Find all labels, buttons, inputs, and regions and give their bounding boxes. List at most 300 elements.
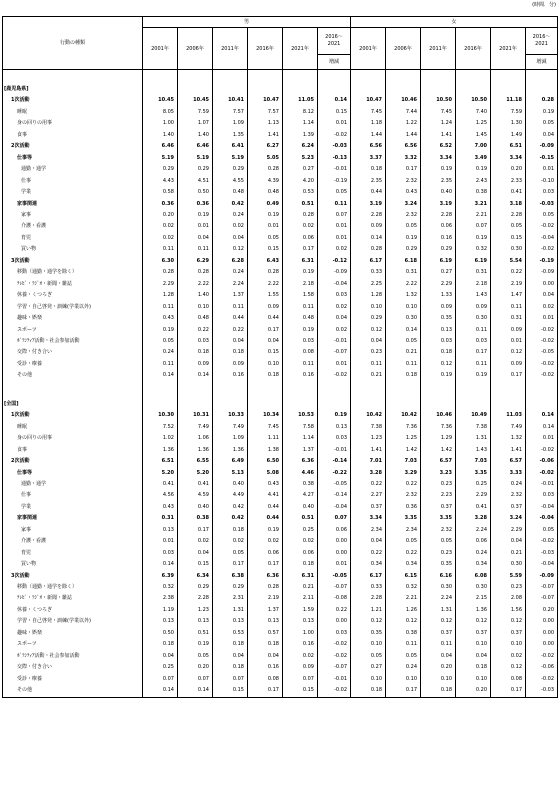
- male-change-cell: 0.01: [318, 359, 351, 370]
- empty-cell: [421, 399, 456, 410]
- male-value-cell: 1.00: [283, 628, 318, 639]
- male-value-cell: 0.14: [178, 370, 213, 381]
- female-change-cell: -0.03: [526, 548, 558, 559]
- female-value-cell: 0.29: [351, 313, 386, 324]
- female-value-cell: 2.32: [386, 210, 421, 221]
- female-change-cell: -0.02: [526, 221, 558, 232]
- female-value-cell: 3.28: [456, 513, 491, 524]
- table-header: [3, 17, 558, 70]
- activity-label: スポーツ: [3, 639, 143, 650]
- table-row: [3, 651, 558, 662]
- male-value-cell: 0.16: [213, 370, 248, 381]
- female-value-cell: 2.34: [386, 525, 421, 536]
- male-change-cell: 0.02: [318, 244, 351, 255]
- male-value-cell: 6.28: [213, 256, 248, 267]
- spacer-row: [3, 382, 558, 399]
- male-value-cell: 0.28: [248, 164, 283, 175]
- section-title-row: [3, 399, 558, 410]
- female-value-cell: 11.18: [491, 95, 526, 106]
- table-row: [3, 95, 558, 106]
- activity-label: ﾎﾞﾗﾝﾃｨｱ活動・社会参加活動: [3, 651, 143, 662]
- male-change-cell: 0.14: [318, 95, 351, 106]
- male-value-cell: 0.44: [248, 502, 283, 513]
- male-value-cell: 0.28: [248, 267, 283, 278]
- male-value-cell: 0.04: [178, 233, 213, 244]
- male-value-cell: 0.01: [248, 221, 283, 232]
- female-value-cell: 0.09: [421, 302, 456, 313]
- activity-label: 食事: [3, 130, 143, 141]
- male-value-cell: 0.11: [283, 302, 318, 313]
- table-row: [3, 199, 558, 210]
- activity-label: 通勤・通学: [3, 479, 143, 490]
- female-value-cell: 3.35: [456, 468, 491, 479]
- female-value-cell: 1.28: [351, 290, 386, 301]
- female-value-cell: 0.34: [386, 559, 421, 570]
- female-value-cell: 6.08: [456, 571, 491, 582]
- empty-cell: [421, 84, 456, 95]
- female-value-cell: 0.30: [491, 244, 526, 255]
- male-change-cell: 0.00: [318, 536, 351, 547]
- table-row: [3, 582, 558, 593]
- male-value-cell: 5.13: [213, 468, 248, 479]
- female-change-cell: -0.10: [526, 176, 558, 187]
- female-value-cell: 0.12: [351, 325, 386, 336]
- male-value-cell: 0.29: [143, 164, 178, 175]
- female-value-cell: 2.28: [491, 210, 526, 221]
- spacer-cell: [143, 70, 178, 85]
- male-value-cell: 0.29: [213, 582, 248, 593]
- male-value-cell: 11.05: [283, 95, 318, 106]
- female-value-cell: 0.31: [491, 313, 526, 324]
- male-value-cell: 1.59: [283, 605, 318, 616]
- male-change-cell: 0.01: [318, 559, 351, 570]
- male-value-cell: 8.12: [283, 107, 318, 118]
- male-value-cell: 0.41: [178, 479, 213, 490]
- female-value-cell: 1.47: [491, 290, 526, 301]
- female-change-cell: -0.03: [526, 685, 558, 697]
- female-value-cell: 1.25: [386, 433, 421, 444]
- female-value-cell: 1.32: [491, 433, 526, 444]
- female-value-cell: 2.27: [351, 490, 386, 501]
- female-value-cell: 7.03: [386, 456, 421, 467]
- female-value-cell: 3.19: [421, 199, 456, 210]
- female-value-cell: 0.17: [456, 347, 491, 358]
- male-value-cell: 10.41: [213, 95, 248, 106]
- female-value-cell: 0.09: [491, 359, 526, 370]
- female-value-cell: 0.30: [456, 582, 491, 593]
- female-value-cell: 0.29: [386, 244, 421, 255]
- male-value-cell: 1.36: [178, 445, 213, 456]
- male-value-cell: 0.03: [143, 548, 178, 559]
- female-value-cell: 0.21: [351, 370, 386, 381]
- empty-cell: [248, 399, 283, 410]
- male-value-cell: 2.11: [283, 593, 318, 604]
- male-value-cell: 0.36: [143, 199, 178, 210]
- male-value-cell: 0.11: [143, 359, 178, 370]
- male-value-cell: 1.00: [143, 118, 178, 129]
- female-value-cell: 0.34: [456, 559, 491, 570]
- spacer-cell: [351, 70, 386, 85]
- spacer-row: [3, 70, 558, 85]
- male-value-cell: 6.46: [178, 141, 213, 152]
- table-row: [3, 502, 558, 513]
- female-change-cell: -0.01: [526, 479, 558, 490]
- activity-label: 受診・療養: [3, 359, 143, 370]
- female-value-cell: 3.24: [386, 199, 421, 210]
- empty-cell: [456, 84, 491, 95]
- male-change-cell: -0.02: [318, 130, 351, 141]
- male-value-cell: 0.28: [143, 267, 178, 278]
- male-value-cell: 0.18: [178, 347, 213, 358]
- female-value-cell: 7.44: [386, 107, 421, 118]
- male-value-cell: 7.49: [213, 422, 248, 433]
- female-value-cell: 3.34: [491, 153, 526, 164]
- activity-label: 休養・くつろぎ: [3, 290, 143, 301]
- female-value-cell: 2.24: [421, 593, 456, 604]
- female-value-cell: 1.36: [456, 605, 491, 616]
- male-value-cell: 1.35: [213, 130, 248, 141]
- female-value-cell: 0.10: [456, 674, 491, 685]
- male-value-cell: 0.44: [213, 313, 248, 324]
- female-value-cell: 0.03: [456, 336, 491, 347]
- female-value-cell: 3.21: [456, 199, 491, 210]
- female-value-cell: 0.24: [456, 548, 491, 559]
- male-change-cell: -0.04: [318, 502, 351, 513]
- male-value-cell: 0.13: [143, 616, 178, 627]
- female-value-cell: 0.17: [491, 685, 526, 697]
- female-value-cell: 0.18: [421, 347, 456, 358]
- female-change-cell: 0.00: [526, 628, 558, 639]
- male-value-cell: 0.19: [143, 325, 178, 336]
- female-value-cell: 0.01: [491, 336, 526, 347]
- male-value-cell: 2.38: [143, 593, 178, 604]
- male-value-cell: 0.06: [283, 233, 318, 244]
- male-value-cell: 1.36: [143, 445, 178, 456]
- female-change-cell: -0.07: [526, 582, 558, 593]
- male-value-cell: 0.04: [213, 336, 248, 347]
- female-value-cell: 0.18: [351, 685, 386, 697]
- male-value-cell: 0.57: [248, 628, 283, 639]
- activity-label: スポーツ: [3, 325, 143, 336]
- female-value-cell: 0.24: [386, 662, 421, 673]
- male-value-cell: 0.16: [248, 662, 283, 673]
- female-value-cell: 7.01: [351, 456, 386, 467]
- table-row: [3, 187, 558, 198]
- spacer-cell: [491, 70, 526, 85]
- female-value-cell: 2.23: [421, 490, 456, 501]
- male-value-cell: 0.08: [248, 674, 283, 685]
- female-change-cell: -0.06: [526, 456, 558, 467]
- activity-label: 2次活動: [3, 456, 143, 467]
- female-value-cell: 0.10: [351, 302, 386, 313]
- empty-cell: [491, 399, 526, 410]
- male-change-cell: 0.04: [318, 313, 351, 324]
- male-value-cell: 4.59: [178, 490, 213, 501]
- female-value-cell: 0.10: [421, 674, 456, 685]
- female-value-cell: 3.29: [386, 468, 421, 479]
- table-row: [3, 616, 558, 627]
- male-value-cell: 1.31: [213, 605, 248, 616]
- female-value-cell: 0.14: [351, 233, 386, 244]
- male-value-cell: 10.30: [143, 410, 178, 421]
- male-value-cell: 0.43: [248, 479, 283, 490]
- male-value-cell: 5.05: [248, 153, 283, 164]
- male-value-cell: 10.47: [248, 95, 283, 106]
- female-value-cell: 2.08: [491, 593, 526, 604]
- female-change-cell: -0.07: [526, 593, 558, 604]
- male-value-cell: 6.36: [248, 571, 283, 582]
- female-value-cell: 0.11: [491, 302, 526, 313]
- female-value-cell: 0.30: [386, 313, 421, 324]
- female-value-cell: 0.11: [456, 359, 491, 370]
- female-value-cell: 10.46: [386, 95, 421, 106]
- table-row: [3, 571, 558, 582]
- female-value-cell: 0.31: [386, 267, 421, 278]
- female-value-cell: 0.05: [386, 336, 421, 347]
- male-change-cell: -0.07: [318, 347, 351, 358]
- male-change-cell: -0.01: [318, 336, 351, 347]
- female-value-cell: 0.04: [351, 336, 386, 347]
- female-value-cell: 3.19: [351, 199, 386, 210]
- female-value-cell: 0.28: [351, 244, 386, 255]
- male-value-cell: 1.37: [213, 290, 248, 301]
- male-value-cell: 0.19: [283, 267, 318, 278]
- male-value-cell: 1.14: [283, 433, 318, 444]
- female-value-cell: 0.19: [421, 370, 456, 381]
- female-value-cell: 7.38: [456, 422, 491, 433]
- male-value-cell: 0.05: [178, 651, 213, 662]
- female-value-cell: 1.22: [386, 118, 421, 129]
- female-value-cell: 0.10: [456, 639, 491, 650]
- male-value-cell: 0.19: [178, 210, 213, 221]
- male-change-cell: -0.03: [318, 141, 351, 152]
- male-value-cell: 4.41: [248, 490, 283, 501]
- table-row: [3, 456, 558, 467]
- female-value-cell: 3.18: [491, 199, 526, 210]
- male-value-cell: 0.38: [178, 513, 213, 524]
- male-value-cell: 0.05: [248, 233, 283, 244]
- female-value-cell: 0.22: [386, 548, 421, 559]
- spacer-cell: [491, 382, 526, 399]
- male-value-cell: 1.37: [283, 445, 318, 456]
- female-value-cell: 0.10: [386, 302, 421, 313]
- spacer-cell: [248, 382, 283, 399]
- female-value-cell: 0.11: [386, 359, 421, 370]
- male-value-cell: 0.03: [283, 336, 318, 347]
- female-value-cell: 6.15: [386, 571, 421, 582]
- male-value-cell: 7.57: [248, 107, 283, 118]
- male-value-cell: 0.07: [283, 674, 318, 685]
- male-value-cell: 0.08: [283, 347, 318, 358]
- year-header: 2021年: [491, 28, 526, 70]
- empty-cell: [318, 84, 351, 95]
- male-value-cell: 0.02: [213, 536, 248, 547]
- female-value-cell: 0.10: [386, 674, 421, 685]
- table-row: [3, 244, 558, 255]
- year-header: 2021年: [283, 28, 318, 70]
- activity-label: 家事: [3, 210, 143, 221]
- male-value-cell: 0.40: [213, 479, 248, 490]
- activity-label: 食事: [3, 445, 143, 456]
- female-value-cell: 0.13: [421, 325, 456, 336]
- female-change-cell: 0.00: [526, 616, 558, 627]
- female-value-cell: 0.27: [421, 267, 456, 278]
- female-value-cell: 0.18: [386, 370, 421, 381]
- male-value-cell: 0.51: [283, 513, 318, 524]
- activity-label: 受診・療養: [3, 674, 143, 685]
- spacer-cell: [283, 70, 318, 85]
- male-value-cell: 0.10: [248, 359, 283, 370]
- activity-label: ﾎﾞﾗﾝﾃｨｱ活動・社会参加活動: [3, 336, 143, 347]
- female-value-cell: 0.19: [386, 233, 421, 244]
- male-value-cell: 1.07: [178, 118, 213, 129]
- male-value-cell: 0.02: [248, 536, 283, 547]
- female-value-cell: 6.16: [421, 571, 456, 582]
- male-value-cell: 5.19: [213, 153, 248, 164]
- female-value-cell: 2.32: [421, 525, 456, 536]
- female-value-cell: 2.34: [351, 525, 386, 536]
- table-row: [3, 118, 558, 129]
- female-value-cell: 0.06: [421, 221, 456, 232]
- activity-label: 学習・自己啓発・訓練(学業以外): [3, 302, 143, 313]
- table-row: [3, 290, 558, 301]
- female-value-cell: 0.37: [491, 628, 526, 639]
- male-value-cell: 0.09: [283, 662, 318, 673]
- female-value-cell: 0.06: [456, 536, 491, 547]
- table-row: [3, 279, 558, 290]
- male-value-cell: 0.16: [283, 370, 318, 381]
- male-change-cell: 0.11: [318, 199, 351, 210]
- male-value-cell: 4.49: [213, 490, 248, 501]
- male-value-cell: 0.16: [283, 639, 318, 650]
- female-value-cell: 1.43: [456, 445, 491, 456]
- male-value-cell: 0.15: [283, 685, 318, 697]
- empty-cell: [491, 84, 526, 95]
- female-change-cell: -0.06: [526, 662, 558, 673]
- male-value-cell: 0.19: [248, 210, 283, 221]
- year-header: 2001年: [143, 28, 178, 70]
- table-row: [3, 674, 558, 685]
- female-value-cell: 1.31: [456, 433, 491, 444]
- male-value-cell: 0.18: [213, 347, 248, 358]
- female-change-cell: -0.02: [526, 244, 558, 255]
- female-value-cell: 2.15: [456, 593, 491, 604]
- female-value-cell: 2.29: [456, 490, 491, 501]
- change-range-header: 2016～ 2021: [318, 28, 351, 55]
- male-value-cell: 10.34: [248, 410, 283, 421]
- female-value-cell: 0.43: [386, 187, 421, 198]
- male-value-cell: 0.28: [283, 210, 318, 221]
- male-value-cell: 6.27: [248, 141, 283, 152]
- activity-label: 3次活動: [3, 256, 143, 267]
- female-value-cell: 7.38: [351, 422, 386, 433]
- female-value-cell: 0.37: [351, 502, 386, 513]
- table-row: [3, 130, 558, 141]
- male-value-cell: 0.11: [213, 302, 248, 313]
- male-value-cell: 6.55: [178, 456, 213, 467]
- female-value-cell: 1.32: [386, 290, 421, 301]
- activity-label: 買い物: [3, 244, 143, 255]
- male-value-cell: 2.28: [178, 593, 213, 604]
- year-header: 2011年: [213, 28, 248, 70]
- male-value-cell: 5.20: [178, 468, 213, 479]
- empty-cell: [213, 399, 248, 410]
- female-value-cell: 0.14: [386, 325, 421, 336]
- male-value-cell: 10.45: [178, 95, 213, 106]
- female-value-cell: 0.12: [351, 616, 386, 627]
- female-value-cell: 0.07: [456, 221, 491, 232]
- male-value-cell: 1.09: [213, 433, 248, 444]
- table-row: [3, 221, 558, 232]
- female-value-cell: 3.24: [491, 513, 526, 524]
- female-value-cell: 3.35: [421, 513, 456, 524]
- female-value-cell: 2.25: [351, 279, 386, 290]
- male-value-cell: 0.48: [283, 313, 318, 324]
- male-value-cell: 0.32: [143, 582, 178, 593]
- female-value-cell: 7.45: [421, 107, 456, 118]
- male-value-cell: 10.53: [283, 410, 318, 421]
- female-value-cell: 6.19: [421, 256, 456, 267]
- female-value-cell: 2.21: [386, 593, 421, 604]
- female-value-cell: 0.20: [456, 685, 491, 697]
- male-value-cell: 1.40: [178, 130, 213, 141]
- male-value-cell: 6.24: [283, 141, 318, 152]
- male-value-cell: 0.18: [283, 559, 318, 570]
- activity-label: 睡眠: [3, 422, 143, 433]
- activity-label: 仕事: [3, 490, 143, 501]
- male-value-cell: 0.25: [283, 525, 318, 536]
- female-value-cell: 0.29: [421, 244, 456, 255]
- male-value-cell: 0.04: [213, 233, 248, 244]
- female-change-cell: -0.03: [526, 199, 558, 210]
- female-value-cell: 2.35: [351, 176, 386, 187]
- spacer-cell: [421, 70, 456, 85]
- male-value-cell: 1.14: [283, 118, 318, 129]
- male-value-cell: 0.11: [143, 244, 178, 255]
- male-header: 男: [143, 17, 351, 28]
- male-change-cell: -0.02: [318, 639, 351, 650]
- female-change-cell: -0.02: [526, 325, 558, 336]
- table-row: [3, 513, 558, 524]
- table-row: [3, 141, 558, 152]
- male-value-cell: 0.44: [248, 513, 283, 524]
- activity-label: 家事: [3, 525, 143, 536]
- female-change-cell: 0.01: [526, 164, 558, 175]
- table-row: [3, 153, 558, 164]
- female-change-cell: 0.14: [526, 410, 558, 421]
- female-value-cell: 0.04: [421, 651, 456, 662]
- male-value-cell: 0.44: [248, 313, 283, 324]
- female-value-cell: 0.12: [491, 662, 526, 673]
- female-value-cell: 0.17: [386, 164, 421, 175]
- female-value-cell: 0.09: [456, 302, 491, 313]
- female-value-cell: 10.46: [421, 410, 456, 421]
- table-row: [3, 325, 558, 336]
- male-value-cell: 0.18: [143, 639, 178, 650]
- male-value-cell: 0.29: [178, 582, 213, 593]
- male-value-cell: 6.41: [213, 141, 248, 152]
- male-value-cell: 0.06: [248, 548, 283, 559]
- female-value-cell: 0.23: [421, 548, 456, 559]
- female-value-cell: 0.09: [491, 325, 526, 336]
- male-value-cell: 0.29: [213, 164, 248, 175]
- male-value-cell: 0.40: [178, 502, 213, 513]
- male-value-cell: 0.42: [213, 199, 248, 210]
- male-value-cell: 0.13: [178, 616, 213, 627]
- female-value-cell: 0.05: [491, 221, 526, 232]
- activity-label: 仕事等: [3, 153, 143, 164]
- table-row: [3, 256, 558, 267]
